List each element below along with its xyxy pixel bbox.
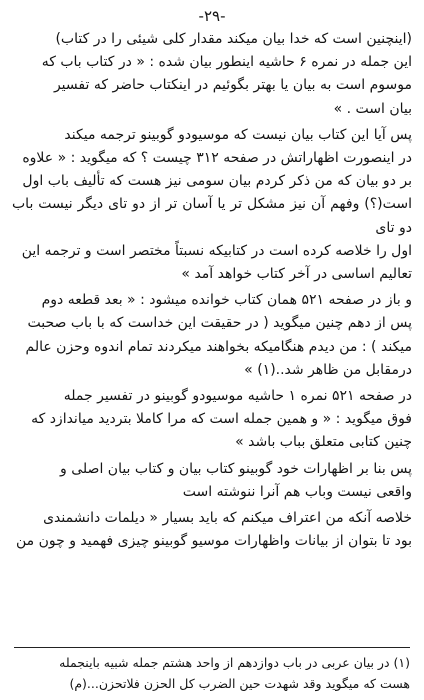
text-line: پس آیا این کتاب بیان نیست که موسیودو گوبینو ترجمه میکند bbox=[64, 126, 412, 143]
text-line: این جمله در نمره ۶ حاشیه اینطور بیان شده : « در کتاب باب که bbox=[41, 54, 412, 71]
text-line: میکند ) : من دیدم هنگامیکه بخواهند میکردند تمام اندوه وحزن عالم bbox=[25, 338, 412, 355]
text-line: واقعی نیست وباب هم آنرا ننوشته است bbox=[182, 483, 412, 500]
footnote bbox=[14, 652, 410, 694]
text-line: پس بنا بر اظهارات خود گوبینو کتاب بیان و کتاب بیان اصلی و bbox=[60, 460, 412, 477]
text-line: پس از دهم چنین میگوید ( در حقیقت این خداست که با باب صحبت bbox=[27, 315, 412, 332]
text-line: خلاصه آنکه من اعتراف میکنم که باید بسیار « دیلمات دانشمندی bbox=[43, 510, 412, 527]
text-line: بر دو بیان که من ذکر کردم بیان سومی نیز هست که تألیف باب اول bbox=[22, 173, 412, 190]
footnote-line: (۱) در بیان عربی در باب دوازدهم از واحد هشتم جمله شبیه باینجمله bbox=[59, 655, 410, 670]
footnote-line: هست که میگوید وقد شهدت حین الضرب کل الحزن فلاتحزن...(م) bbox=[69, 676, 410, 691]
text-line: موسوم است به بیان یا بهتر بگوئیم در اینکتاب حاضر که تفسیر bbox=[53, 77, 412, 94]
page-number: -۲۹- bbox=[198, 7, 226, 25]
footnote-divider bbox=[14, 647, 410, 648]
text-line: بیان است . » bbox=[333, 100, 412, 117]
text-line: فوق میگوید : « و همین جمله است که مرا کاملا بتردید میاندازد که bbox=[31, 411, 412, 428]
text-line: است(؟) وفهم آن نیز مشکل تر یا آسان تر از دو تای دیگر نیست باب دو تای bbox=[12, 196, 412, 236]
text-line: در اینصورت اظهاراتش در صفحه ۳۱۲ چیست ؟ که میگوید : « علاوه bbox=[22, 150, 412, 167]
text-line: تعالیم اساسی در آخر کتاب خواهد آمد » bbox=[181, 266, 412, 283]
text-line: در صفحه ۵۲۱ نمره ۱ حاشیه موسیودو گوبینو در تفسیر جمله bbox=[63, 388, 412, 405]
text-line: بود تا بتوان از بیانات واظهارات موسیو گوبینو چیزی فهمید و چون من bbox=[15, 533, 412, 550]
text-line: چنین کتابی متعلق بباب باشد » bbox=[235, 434, 412, 451]
body-text bbox=[12, 28, 412, 553]
text-line: (اینچنین است که خدا بیان میکند مقدار کلی شیئی را در کتاب) bbox=[55, 31, 412, 47]
text-line: و باز در صفحه ۵۲۱ همان کتاب خوانده میشود : « بعد قطعه دوم bbox=[41, 292, 412, 309]
text-line: درمقابل من ظاهر شد..(۱) » bbox=[244, 361, 412, 378]
text-line: اول را خلاصه کرده است در کتابیکه نسبتاً مختصر است و ترجمه این bbox=[21, 242, 412, 259]
